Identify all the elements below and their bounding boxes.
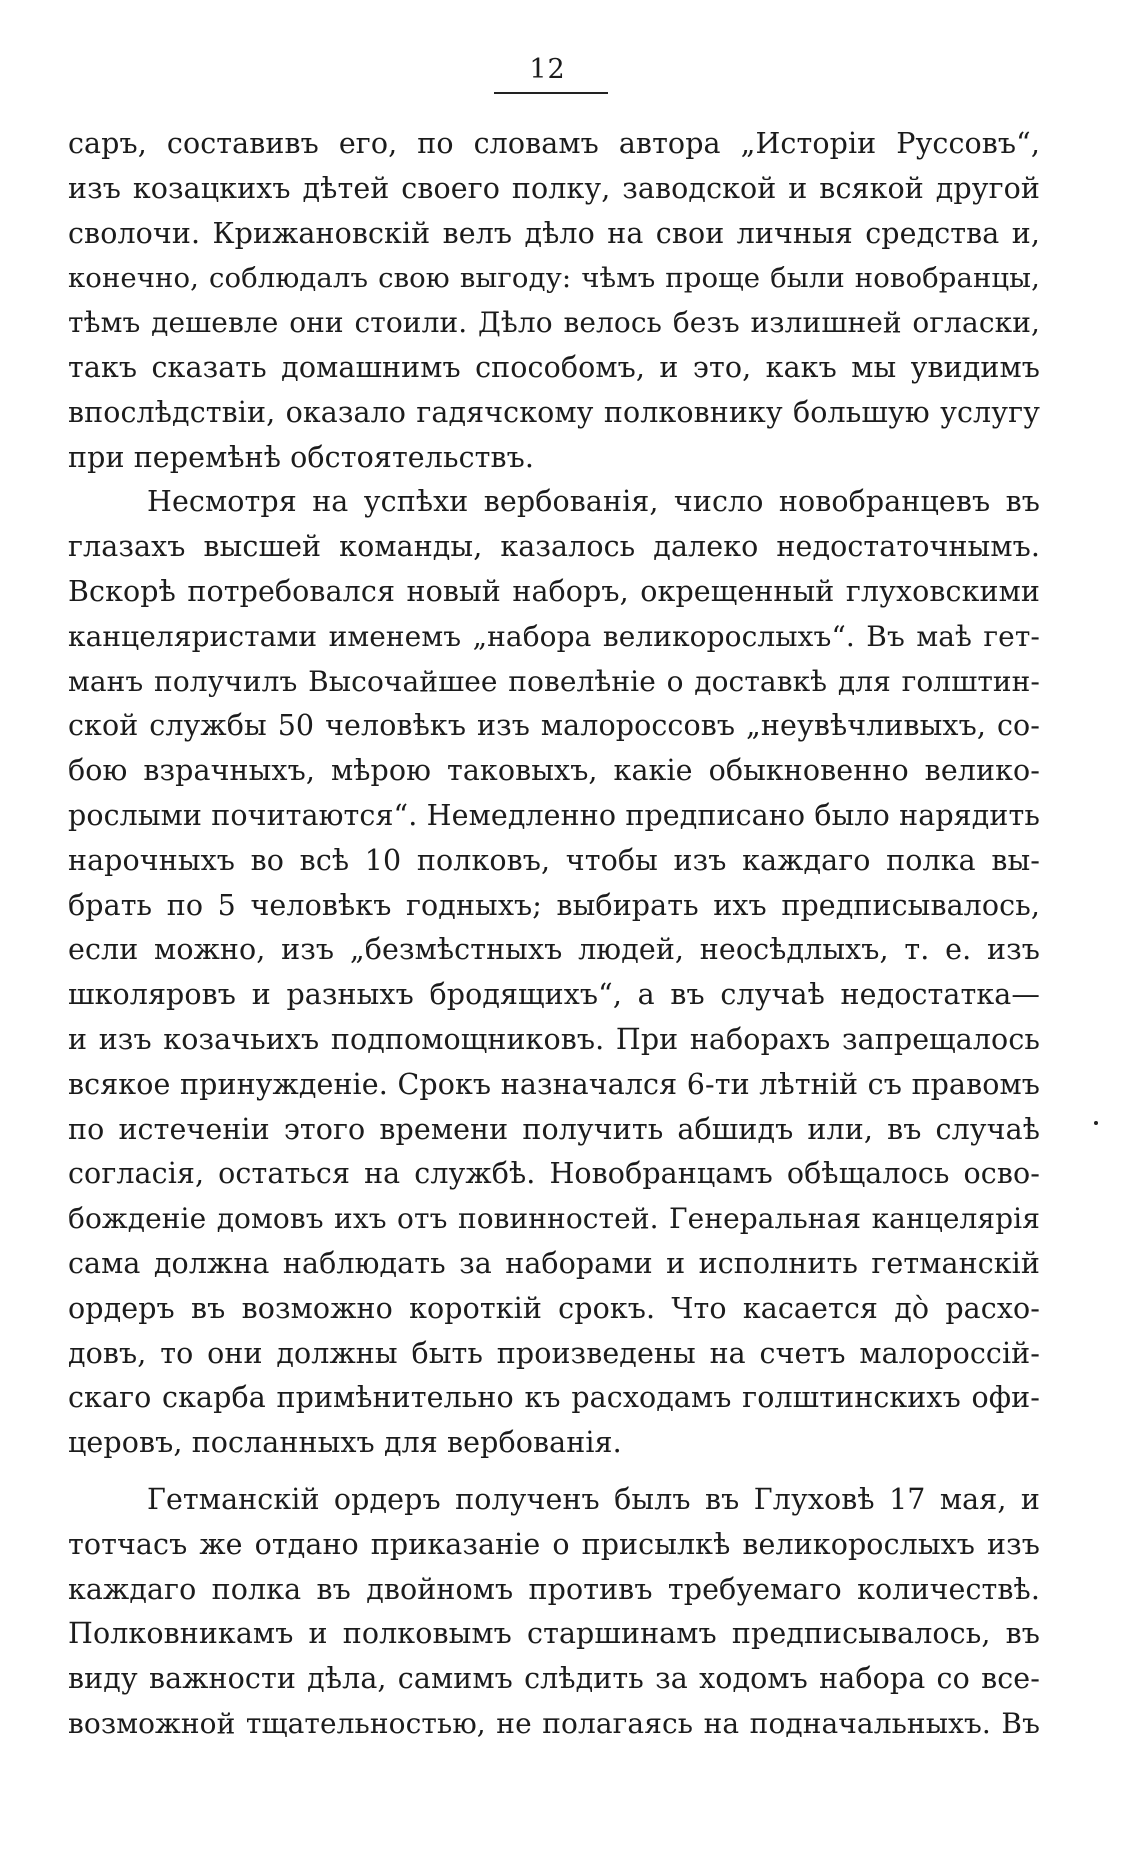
text-line: канцеляристами именемъ „набора великорослыхъ“. Въ маѣ гет-: [68, 619, 1040, 653]
text-line: довъ, то они должны быть произведены на счетъ малороссій-: [68, 1336, 1040, 1370]
text-line: саръ, составивъ его, по словамъ автора „Исторіи Руссовъ“,: [68, 127, 1040, 160]
text-line: божденіе домовъ ихъ отъ повинностей. Генеральная канцелярія: [68, 1202, 1040, 1236]
page-number-rule: [494, 92, 608, 94]
text-line: Полковникамъ и полковымъ старшинамъ предписывалось, въ: [68, 1617, 1040, 1651]
text-line: манъ получилъ Высочайшее повелѣніе о доставкѣ для голштин-: [68, 664, 1040, 698]
text-line: сама должна наблюдать за наборами и исполнить гетманскій: [68, 1246, 1040, 1280]
text-line: если можно, изъ „безмѣстныхъ людей, неосѣдлыхъ, т. е. изъ: [68, 933, 1040, 967]
text-line: всякое принужденіе. Срокъ назначался 6-ти лѣтній съ правомъ: [68, 1067, 1040, 1101]
text-line: скаго скарба примѣнительно къ расходамъ голштинскихъ офи-: [68, 1381, 1040, 1415]
text-line: рослыми почитаются“. Немедленно предписано было нарядить: [68, 798, 1040, 832]
text-line: конечно, соблюдалъ свою выгоду: чѣмъ проще были новобранцы,: [68, 262, 1040, 295]
text-line: впослѣдствіи, оказало гадячскому полковнику большую услугу: [68, 395, 1040, 429]
text-line: изъ козацкихъ дѣтей своего полку, заводской и всякой другой: [68, 171, 1040, 205]
text-line: тѣмъ дешевле они стоили. Дѣло велось безъ излишней огласки,: [68, 306, 1040, 340]
text-line: церовъ, посланныхъ для вербованія.: [68, 1426, 622, 1460]
text-line: согласія, остаться на службѣ. Новобранцамъ обѣщалось осво-: [68, 1157, 1040, 1191]
text-line: такъ сказать домашнимъ способомъ, и это, какъ мы увидимъ: [68, 350, 1040, 384]
text-line: брать по 5 человѣкъ годныхъ; выбирать ихъ предписывалось,: [68, 888, 1040, 922]
text-line: ской службы 50 человѣкъ изъ малороссовъ „неувѣчливыхъ, со-: [68, 709, 1040, 743]
text-line: тотчасъ же отдано приказаніе о присылкѣ великорослыхъ изъ: [68, 1527, 1040, 1561]
body-text: [68, 122, 1040, 1747]
text-line: возможной тщательностью, не полагаясь на подначальныхъ. Въ: [68, 1706, 1040, 1740]
text-line: ордеръ въ возможно короткій срокъ. Что касается до̀ расхо-: [68, 1291, 1040, 1325]
paragraph-1: [68, 122, 1040, 480]
paragraph-2: [68, 480, 1040, 1466]
text-line: Гетманскій ордеръ полученъ былъ въ Глуховѣ 17 мая, и: [147, 1482, 1040, 1516]
text-line: при перемѣнѣ обстоятельствъ.: [68, 440, 535, 474]
text-line: сволочи. Крижановскій велъ дѣло на свои личныя средства и,: [68, 216, 1040, 250]
text-line: Несмотря на успѣхи вербованія, число новобранцевъ въ: [147, 485, 1040, 519]
text-line: глазахъ высшей команды, казалось далеко недостаточнымъ.: [68, 530, 1040, 564]
text-line: школяровъ и разныхъ бродящихъ“, а въ случаѣ недостатка—: [68, 978, 1040, 1012]
paragraph-3: [68, 1478, 1040, 1747]
page-number: 12: [529, 54, 566, 85]
text-line: бою взрачныхъ, мѣрою таковыхъ, какіе обыкновенно велико-: [68, 754, 1040, 788]
text-line: Вскорѣ потребовался новый наборъ, окрещенный глуховскими: [68, 574, 1040, 608]
text-line: по истеченіи этого времени получить абшидъ или, въ случаѣ: [68, 1112, 1040, 1146]
margin-ink-speck: [1094, 1121, 1098, 1125]
text-line: и изъ козачьихъ подпомощниковъ. При наборахъ запрещалось: [68, 1022, 1040, 1056]
text-line: виду важности дѣла, самимъ слѣдить за ходомъ набора со все-: [68, 1662, 1040, 1696]
text-line: нарочныхъ во всѣ 10 полковъ, чтобы изъ каждаго полка вы-: [68, 843, 1040, 877]
text-line: каждаго полка въ двойномъ противъ требуемаго количествѣ.: [68, 1572, 1040, 1606]
